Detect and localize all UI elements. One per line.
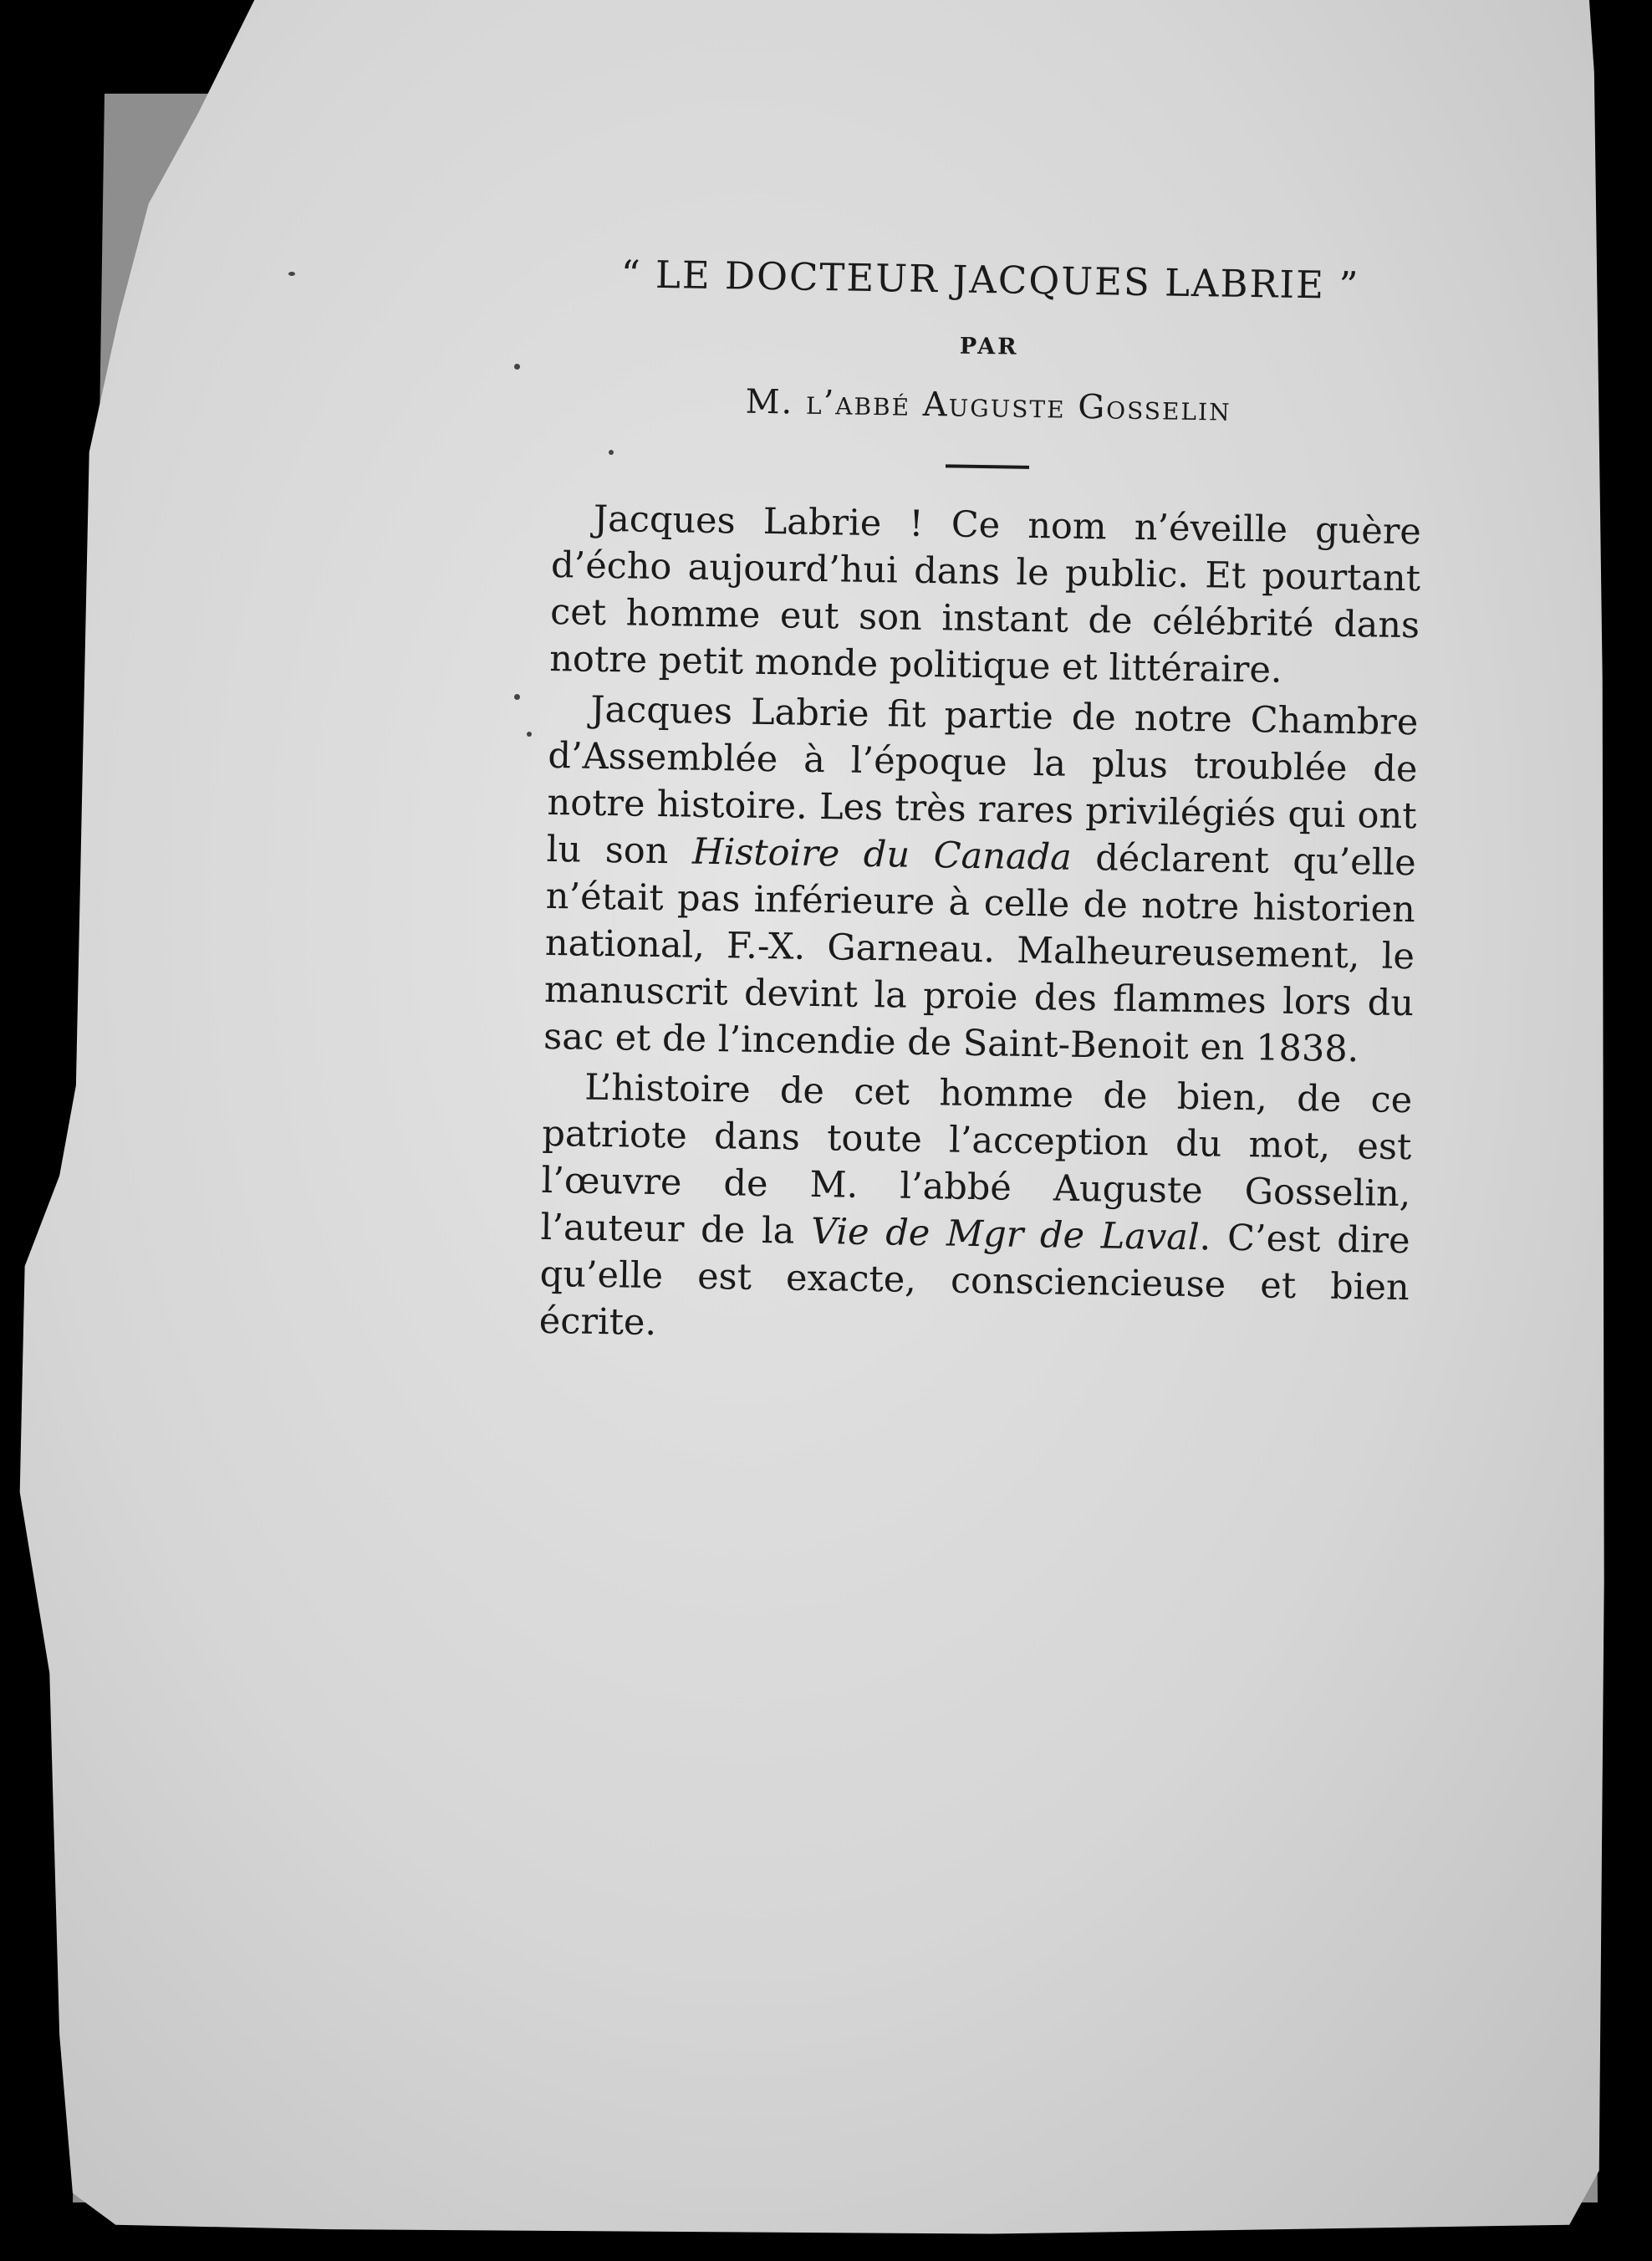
scan-speck (527, 732, 532, 737)
book-title-vie: Vie de Mgr de Laval (810, 1210, 1201, 1259)
paragraph-2-text-b: déclarent qu’elle n’était pas inférieure à celle de notre historien national, F.-X. Garneau. Malheureusement, le manuscrit devint la proie des flammes lors du sac et de l’incendie de Saint-Benoit en 1838. (543, 836, 1417, 1071)
paragraph-3-text-b: . C’est dire qu’elle est exacte, consciencieuse et bien écrite. (538, 1217, 1410, 1345)
paragraph-2-text-a: Jacques Labrie fit partie de notre Chambre d’Assemblée à l’époque la plus troublée de notre histoire. Les très rares privilégiés qui ont lu son (546, 688, 1419, 873)
scan-speck (609, 450, 614, 455)
paragraph-3 (538, 1064, 1412, 1358)
byline-par: PAR (959, 333, 1019, 360)
page-content (538, 251, 1425, 1361)
paragraph-2 (543, 686, 1419, 1074)
document-title: “ LE DOCTEUR JACQUES LABRIE ” (620, 252, 1360, 309)
paragraph-3-text-a: L’histoire de cet homme de bien, de ce patriote dans toute l’acception du mot, est l’œuvre de M. l’abbé Auguste Gosselin, l’auteur de la (540, 1066, 1413, 1253)
author-name: M. l’abbé Auguste Gosselin (745, 382, 1232, 429)
scan-speck (514, 364, 520, 370)
paragraph-1-text: Jacques Labrie ! Ce nom n’éveille guère d’écho aujourd’hui dans le public. Et pourtant cet homme eut son instant de célébrité dans notre petit monde politique et littéraire. (548, 498, 1422, 692)
book-title-histoire: Histoire du Canada (691, 830, 1073, 879)
scan-speck (288, 272, 295, 276)
scan-speck (514, 694, 520, 700)
title-divider (946, 464, 1029, 469)
paragraph-1 (549, 495, 1421, 696)
